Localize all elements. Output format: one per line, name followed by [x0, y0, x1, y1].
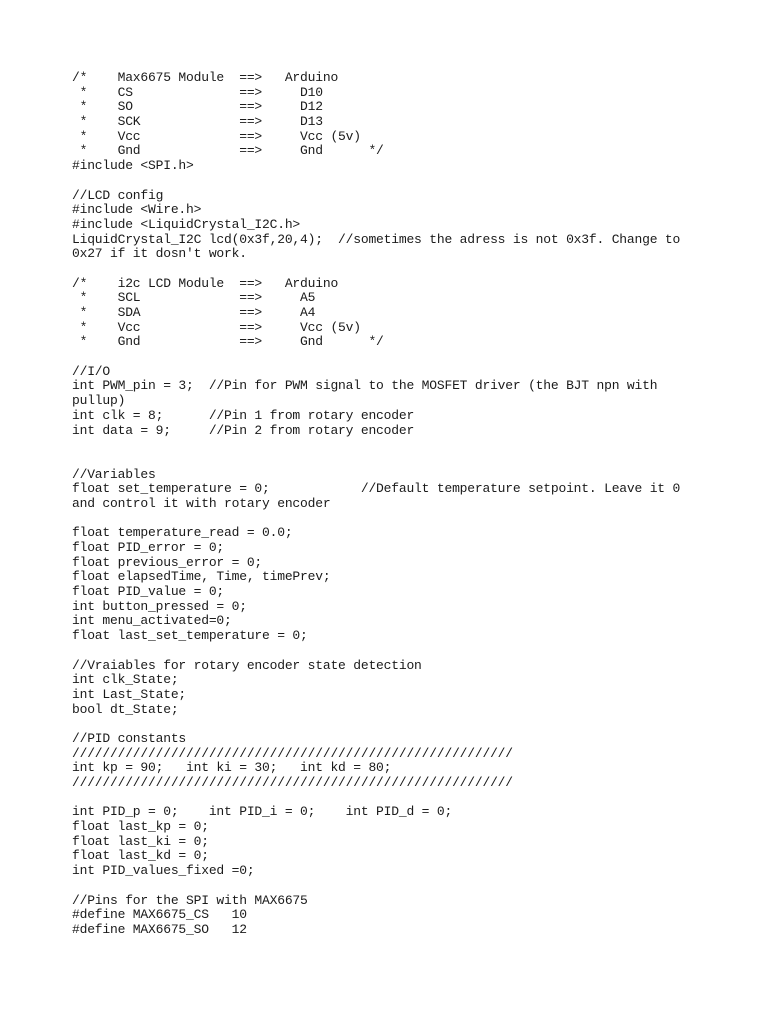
code-line: int menu_activated=0; — [72, 613, 232, 629]
code-line — [72, 512, 692, 527]
code-line: float last_kp = 0; — [72, 819, 209, 835]
code-line — [72, 791, 692, 806]
code-line: * SCK ==> D13 — [72, 114, 323, 130]
code-line: * SO ==> D12 — [72, 99, 323, 115]
code-line: float PID_error = 0; — [72, 540, 225, 555]
code-line: int kp = 90; int ki = 30; int kd = 80; — [72, 760, 392, 776]
code-line — [72, 262, 692, 277]
code-line: //PID constants — [72, 730, 187, 746]
code-line — [72, 174, 692, 189]
code-line: float last_set_temperature = 0; — [72, 628, 308, 644]
code-line: //Variables — [72, 466, 156, 482]
code-line — [72, 879, 692, 894]
code-line: * SCL ==> A5 — [72, 290, 316, 306]
code-line — [72, 438, 692, 453]
code-document — [72, 71, 692, 938]
code-line: 0x27 if it dosn't work. — [72, 246, 247, 262]
code-line: * Vcc ==> Vcc (5v) — [72, 319, 361, 335]
code-line: ////////////////////////////////////////////////////////// — [72, 745, 513, 761]
code-line: int PID_p = 0; int PID_i = 0; int PID_d = 0; — [72, 804, 453, 820]
code-line: float last_kd = 0; — [72, 848, 209, 864]
code-line — [72, 644, 692, 659]
code-line: //Pins for the SPI with MAX6675 — [72, 892, 308, 908]
code-line: int clk_State; — [72, 672, 179, 688]
code-line: int data = 9; //Pin 2 from rotary encoder — [72, 422, 415, 438]
code-line: float elapsedTime, Time, timePrev; — [72, 569, 331, 585]
code-line: and control it with rotary encoder — [72, 495, 331, 511]
code-line: ////////////////////////////////////////////////////////// — [72, 775, 513, 790]
code-line: int button_pressed = 0; — [72, 598, 247, 614]
code-line: float last_ki = 0; — [72, 833, 209, 849]
code-line: * Gnd ==> Gnd */ — [72, 334, 384, 350]
code-line — [72, 453, 692, 468]
code-line: #include <Wire.h> — [72, 202, 202, 218]
code-line: #define MAX6675_CS 10 — [72, 907, 247, 923]
code-line: /* i2c LCD Module ==> Arduino — [72, 275, 339, 291]
code-line: int clk = 8; //Pin 1 from rotary encoder — [72, 407, 415, 423]
code-line: float previous_error = 0; — [72, 554, 263, 570]
code-line — [72, 350, 692, 365]
code-line: pullup) — [72, 393, 126, 409]
code-line: float temperature_read = 0.0; — [72, 525, 293, 541]
code-line: LiquidCrystal_I2C lcd(0x3f,20,4); //sometimes the adress is not 0x3f. Change to — [72, 231, 681, 247]
code-line: /* Max6675 Module ==> Arduino — [72, 70, 339, 85]
code-line: #define MAX6675_SO 12 — [72, 921, 247, 937]
code-line: int PWM_pin = 3; //Pin for PWM signal to the MOSFET driver (the BJT npn with — [72, 378, 658, 394]
code-line: bool dt_State; — [72, 701, 179, 717]
code-line: //LCD config — [72, 187, 164, 203]
code-line — [72, 717, 692, 732]
code-line: * Vcc ==> Vcc (5v) — [72, 128, 361, 144]
code-line: float set_temperature = 0; //Default temperature setpoint. Leave it 0 — [72, 481, 681, 497]
code-line: * Gnd ==> Gnd */ — [72, 143, 384, 159]
code-line: * SDA ==> A4 — [72, 305, 316, 320]
code-line: #include <SPI.h> — [72, 158, 194, 174]
code-line: //I/O — [72, 363, 111, 379]
code-line: * CS ==> D10 — [72, 84, 323, 100]
code-line: float PID_value = 0; — [72, 584, 225, 600]
code-line: int PID_values_fixed =0; — [72, 863, 255, 879]
code-line: int Last_State; — [72, 686, 187, 702]
code-line: #include <LiquidCrystal_I2C.h> — [72, 216, 301, 232]
code-line: //Vraiables for rotary encoder state detection — [72, 657, 422, 673]
